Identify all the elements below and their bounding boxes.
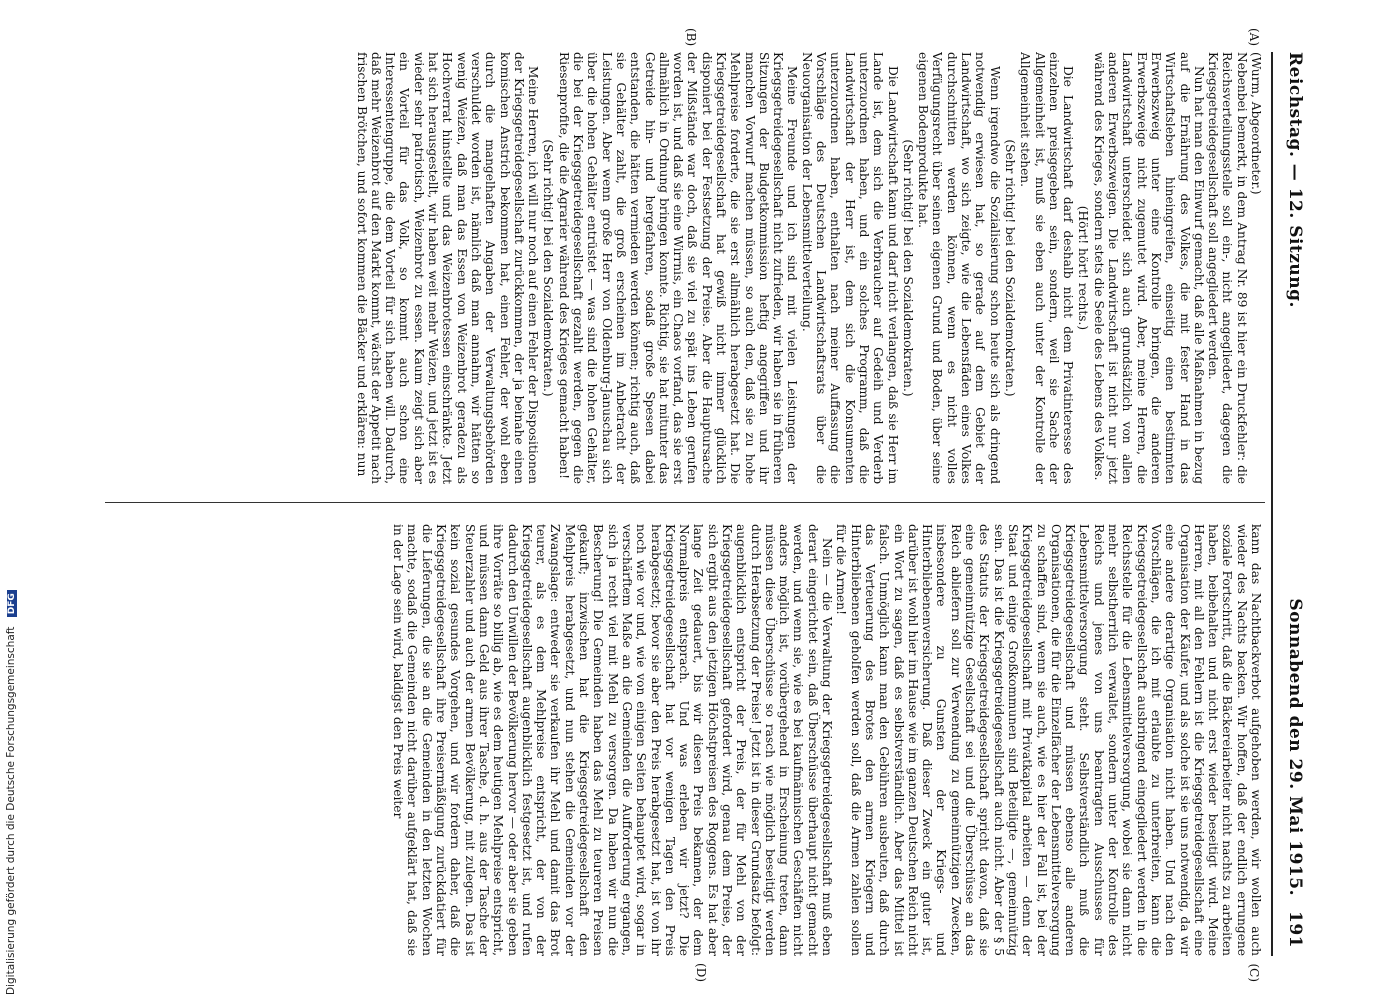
margin-mark-d: (D) bbox=[694, 963, 708, 982]
header-title: Reichstag. — 12. Sitzung. bbox=[1285, 52, 1305, 308]
credit-text: Digitalisierung gefördert durch die Deutsche Forschungsgemeinschaft bbox=[5, 626, 17, 995]
paragraph: Die Landwirtschaft darf deshalb nicht dem Privatinteresse des einzelnen preisgegeben sein, sondern, weil sie Sache der Allgemeinheit ist, muß sie eben auch unter der Kontrolle der Allgemeinheit stehen. bbox=[1018, 52, 1076, 484]
paragraph: (Sehr richtig! bei den Sozialdemokraten.) bbox=[1002, 139, 1017, 397]
digitization-credit bbox=[5, 590, 17, 995]
paragraph: Nein — die Verwaltung der Kriegsgetreidegesellschaft muß eben derart eingerichtet sein, daß Überschüsse überhaupt nicht gemacht werden, und wenn sie, wie es bei kaufmännischen Geschäften nicht anders möglich ist, vorübergehend in Erscheinung treten, dann müssen diese Überschüsse so rasch wie möglich beseitigt werden durch Herabsetzung der Preise! Jetzt ist in dieser Grundsatz befolgt: augenblicklich entspricht der Preis, der für Mehl von der Kriegsgetreidegesellschaft gefordert wird, genau dem Preise, der sich ergibt aus den jetzigen Höchstpreisen des Roggens. Es hat aber lange Zeit gedauert, bis wir diesen Preis bekamen, der dem Normalpreis entsprach. Und was erleben wir jetzt? Die Kriegsgetreidegesellschaft hat vor wenigen Tagen den Preis herabgesetzt; bevor sie aber den Preis herabgesetzt hat, ist von ihr noch wie vor und, wie von einigen Seiten behauptet wird, sogar in verschärftem Maße an die Gemeinden die Aufforderung ergangen, sich ja recht viel mit Mehl zu versorgen. Da haben wir nun die Bescherung! Die Gemeinden haben das Mehl zu teureren Preisen gekauft; inzwischen hat die Kriegsgetreidegesellschaft den Mehlpreis herabgesetzt, und nun stehen die Gemeinden vor der Zwangslage: entweder sie verkaufen ihr Mehl und damit das Brot teurer, als es dem Mehlpreise entspricht, der von der Kriegsgetreidegesellschaft augenblicklich festgesetzt ist, und rufen dadurch den Unwillen der Bevölkerung hervor — oder aber sie geben ihre Vorräte so billig ab, wie es dem heutigen Mehlpreise entspricht, und müssen dann Geld aus ihrer Tasche, d. h. aus der Tasche der Steuerzahler und auch der armen Bevölkerung, mit zulegen. Das ist kein sozial gesundes Vorgehen, und wir fordern daher, daß die Kriegsgetreidegesellschaft ihre Preisermäßigung zurückdatiert für die Lieferungen, die sie an die Gemeinden in den letzten Wochen machte, sodaß die Gemeinden nicht darüber aufgeklärt hat, daß sie in der Lage sein wird, baldigst den Preis weiter bbox=[391, 524, 835, 956]
margin-mark-a: (A) bbox=[1247, 28, 1261, 47]
left-column bbox=[113, 52, 1263, 484]
header-date: Sonnabend den 29. Mai 1915. bbox=[1285, 598, 1305, 896]
page-number: 191 bbox=[1285, 911, 1305, 948]
paragraph: Nun hat man den Einwurf gemacht, daß alle Maßnahmen in bezug auf die Ernährung des Volkes, die mit fester Hand in das Wirtschaftsleben hineingreifen, einseitig einen bestimmten Erwerbszweig unter eine Kontrolle bringen, die anderen Erwerbszweige nicht zugemutet wird. Aber, meine Herren, die Landwirtschaft unterscheidet sich auch grundsätzlich von allen anderen Erwerbszweigen. Die Landwirtschaft ist nicht nur jetzt während des Krieges, sondern stets die Seele des Lebens des Volkes. bbox=[1091, 52, 1206, 484]
paragraph: (Hört! hört! rechts.) bbox=[1076, 205, 1091, 331]
paragraph: Meine Freunde und ich sind mit vielen Leistungen der Kriegsgetreidegesellschaft nicht zufrieden, wir haben sie in früheren Sitzungen der Budgetkommission heftig angegriffen und ihr manchen Vorwurf machen müssen, so auch den, daß sie zu hohe Mehlpreise forderte, die sie erst allmählich herabgesetzt hat. Die Kriegsgetreidegesellschaft hat gewiß nicht immer glücklich disponiert bei der Festsetzung der Preise. Aber die Hauptursache der Mißstände war doch, daß sie viel zu spät ins Leben gerufen worden ist, und daß sie eine Wirrnis, ein Chaos vorfand, das sie erst allmählich in Ordnung bringen konnte. Richtig, sie hat mitunter das Getreide hin- und hergefahren, sodaß große Spesen dabei entstanden, die hätten vermieden werden können; richtig auch, daß sie Gehälter zahlt, die groß erscheinen im Anbetracht der Leistungen. Aber wenn große Herr von Oldenburg-Januschau sich über die hohen Gehälter entrüstet — was sind die hohen Gehälter, die bei der Kriegsgetreidegesellschaft gezahlt werden, gegen die Riesenprofite, die die Agrarier während des Krieges gemacht haben! bbox=[556, 52, 800, 484]
paragraph: Meine Herren, ich will nur noch auf einen Fehler der Dispositionen der Kriegsgetreidegesellschaft zurückkommen, der ja beinahe einen komischen Anstrich bekommen hat, einen Fehler, der wohl eben durch die mangelhaften Angaben der Verwaltungsbehörden verschuldet worden ist, nämlich daß man annahm, wir hätten so wenig Weizen, daß man das Essen von Weizenbrot geradezu als Hochverrat hinstellte und das Weizenbrotessen einschränkte. Jetzt hat sich herausgestellt, wir haben weit mehr Weizen, und jetzt ist es wieder sehr patriotisch, Weizenbrot zu essen. Kaum zeigt sich aber ein Vorteil für das Volk, so kommt auch schon eine Interessentengruppe, die dem Vorteil für sich haben will. Dadurch, daß mehr Weizenbrot auf den Markt kommt, wächst der Appetit nach frischen Brötchen, und sofort kommen die Bäcker und erklären: nun bbox=[354, 52, 541, 484]
column-divider bbox=[105, 502, 1265, 503]
paragraph: Nebenbei bemerkt, in dem Antrag Nr. 89 ist hier ein Druckfehler: die Reichsverteilungsstelle soll ein-, nicht angegliedert, dagegen die Kriegsgetreidegesellschaft soll angegliedert werden. bbox=[1206, 52, 1249, 484]
paragraph: Die Landwirtschaft kann und darf nicht verlangen, daß sie Herr im Lande ist, dem sich die Verbraucher auf Gedeih und Verderb unterzuordnen haben, und ein solches Programm, daß die Landwirtschaft der Herr ist, dem sich die Konsumenten unterzuordnen haben, enthalten nach meiner Auffassung die Vorschläge des Deutschen Landwirtschaftsrats über die Neuorganisation der Lebensmittelverteilung. bbox=[799, 52, 900, 484]
paragraph: Wenn irgendwo die Sozialisierung schon heute sich als dringend notwendig erwiesen hat, so gerade auf dem Gebiet der Landwirtschaft, wo sich zeigte, wie die Lebensfäden eines Volkes durchschnitten werden können, wenn es nicht volles Verfügungsrecht über seinen eigenen Grund und Boden, über seine eigenen Bodenprodukte hat. bbox=[916, 52, 1002, 484]
document-page bbox=[83, 28, 1313, 982]
paragraph: kann das Nachtbackverbot aufgehoben werden, wir wollen auch wieder des Nachts backen. Wir hoffen, daß der endlich errungene soziale Fortschritt, daß die Bäckereiarbeiter nicht nachts zu arbeiten haben, beibehalten und nicht erst wieder beseitigt wird. Meine Herren, mit all den Fehlern ist die Kriegsgetreidegesellschaft eine Organisation der Käufer, und als solche ist sie uns notwendig, da wir eine andere derartige Organisation nicht haben. Und nach den Vorschlägen, die ich mit erlaubte zu unterbreiten, kann die Kriegsgetreidegesellschaft ausbringend eingegliedert werden in die Reichsstelle für die Lebensmittelversorgung, wobei sie dann nicht mehr selbstherrlich verwaltet, sondern unter der Kontrolle des Reichs und jenes von uns beantragten Ausschusses für Lebensmittelversorgung steht. Selbstverständlich muß die Kriegsgetreidegesellschaft und müssen ebenso alle anderen Organisationen, die für die Einzelfächer der Lebensmittelversorgung zu schaffen sind, wenn sie auch, wie es hier der Fall ist, bei der Kriegsgetreidegesellschaft mit Privatkapital arbeiten — denn der Staat und einige Großkommunen sind Beteiligte —, gemeinnützig sein. Das ist die Kriegsgetreidegesellschaft auch nicht. Aber der § 5 des Statuts der Kriegsgetreidegesellschaft spricht davon, daß sie eine gemeinnützige Gesellschaft sei und die Überschüsse an das Reich abliefern soll zur Verwendung zu gemeinnützigen Zwecken, insbesondere zu Gunsten der Kriegs- und Hinterbliebenenversicherung. Daß dieser Zweck ein guter ist, darüber ist wohl hier im Hause wie im ganzen Deutschen Reich nicht ein Wort zu sagen, daß es selbstverständlich. Aber das Mittel ist falsch. Unmöglich kann man den Gebühren ausbeuten, daß durch das Verteuerung des Brotes den armen Kriegern und Hinterbliebenen geholfen werden soll, daß die Armen zahlen sollen für die Armen! bbox=[834, 524, 1263, 956]
paragraph: (Wurm, Abgeordneter.) bbox=[1249, 52, 1263, 195]
margin-mark-c: (C) bbox=[1247, 963, 1261, 982]
dfg-logo: DFG bbox=[7, 590, 17, 617]
margin-mark-b: (B) bbox=[684, 28, 698, 47]
right-column bbox=[113, 524, 1263, 956]
paragraph: (Sehr richtig! bei den Sozialdemokraten.) bbox=[900, 139, 915, 397]
header-rule bbox=[1271, 52, 1273, 956]
paragraph: (Sehr richtig! bei den Sozialdemokraten.) bbox=[541, 139, 556, 397]
running-header bbox=[1279, 52, 1305, 956]
